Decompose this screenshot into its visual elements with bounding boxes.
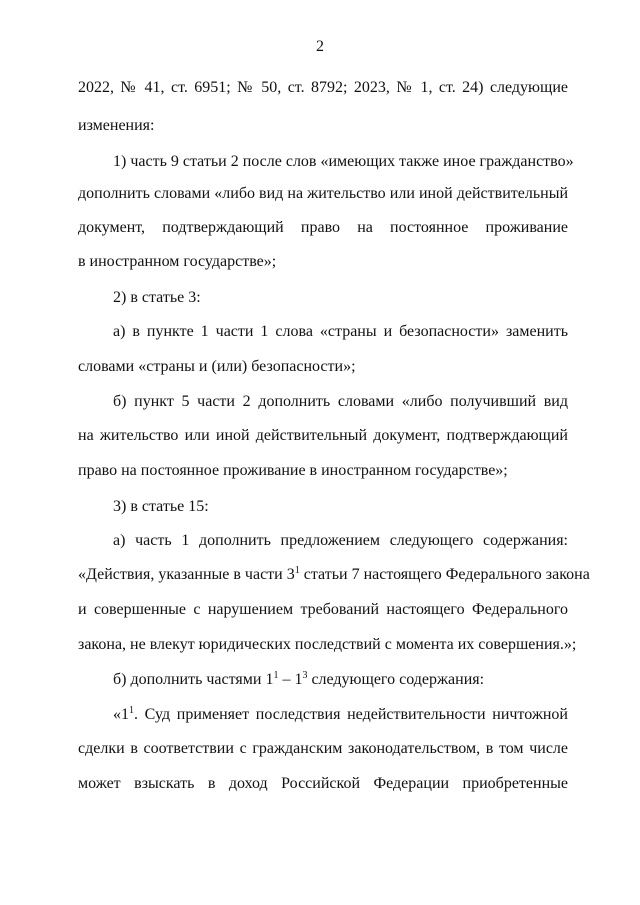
text-line: сделки в соответствии с гражданским законодательством, в том числе [78,740,568,757]
paragraph-first-line: б) пункт 5 части 2 дополнить словами «либо получивший вид [113,393,568,410]
text-line: изменения: [78,117,155,134]
superscript: 1 [273,670,279,681]
paragraph-first-line: 1) часть 9 статьи 2 после слов «имеющих также иное гражданство» [113,153,574,170]
text-line [78,565,590,585]
page-number: 2 [316,38,324,55]
text-line: на жительство или иной действительный документ, подтверждающий [78,427,568,444]
text-line: закона, не влекут юридических последствий с момента их совершения.»; [78,636,577,653]
paragraph-first-line: а) в пункте 1 части 1 слова «страны и безопасности» заменить [113,323,568,340]
text-fragment: . Суд применяет последствия недействительности ничтожной [134,706,568,723]
text-fragment: «Действия, указанные в части 3 [78,566,295,583]
paragraph-first-line: 2) в статье 3: [113,289,201,306]
text-line: в иностранном государстве»; [78,253,277,270]
paragraph-first-line [113,705,568,725]
text-line: право на постоянное проживание в иностранном государстве»; [78,462,508,479]
paragraph-first-line: 3) в статье 15: [113,498,209,515]
superscript: 1 [129,705,134,716]
text-fragment: б) дополнить частями 1 [113,671,274,688]
text-fragment: – 1 [278,671,303,688]
text-line: дополнить словами «либо вид на жительство или иной действительный [78,185,568,202]
text-line: 2022, № 41, ст. 6951; № 50, ст. 8792; 2023, № 1, ст. 24) следующие [78,79,568,96]
text-line: может взыскать в доход Российской Федерации приобретенные [78,775,568,792]
text-line: документ, подтверждающий право на постоянное проживание [78,219,568,236]
superscript: 1 [294,565,300,576]
text-fragment: статьи 7 настоящего Федерального закона [299,566,590,583]
text-line: словами «страны и (или) безопасности»; [78,358,356,375]
superscript: 3 [302,670,308,681]
paragraph-first-line: а) часть 1 дополнить предложением следующего содержания: [113,532,568,549]
text-fragment: следующего содержания: [307,671,485,688]
text-line: и совершенные с нарушением требований настоящего Федерального [78,601,568,618]
text-fragment: «1 [113,706,129,723]
paragraph-first-line [113,670,568,690]
